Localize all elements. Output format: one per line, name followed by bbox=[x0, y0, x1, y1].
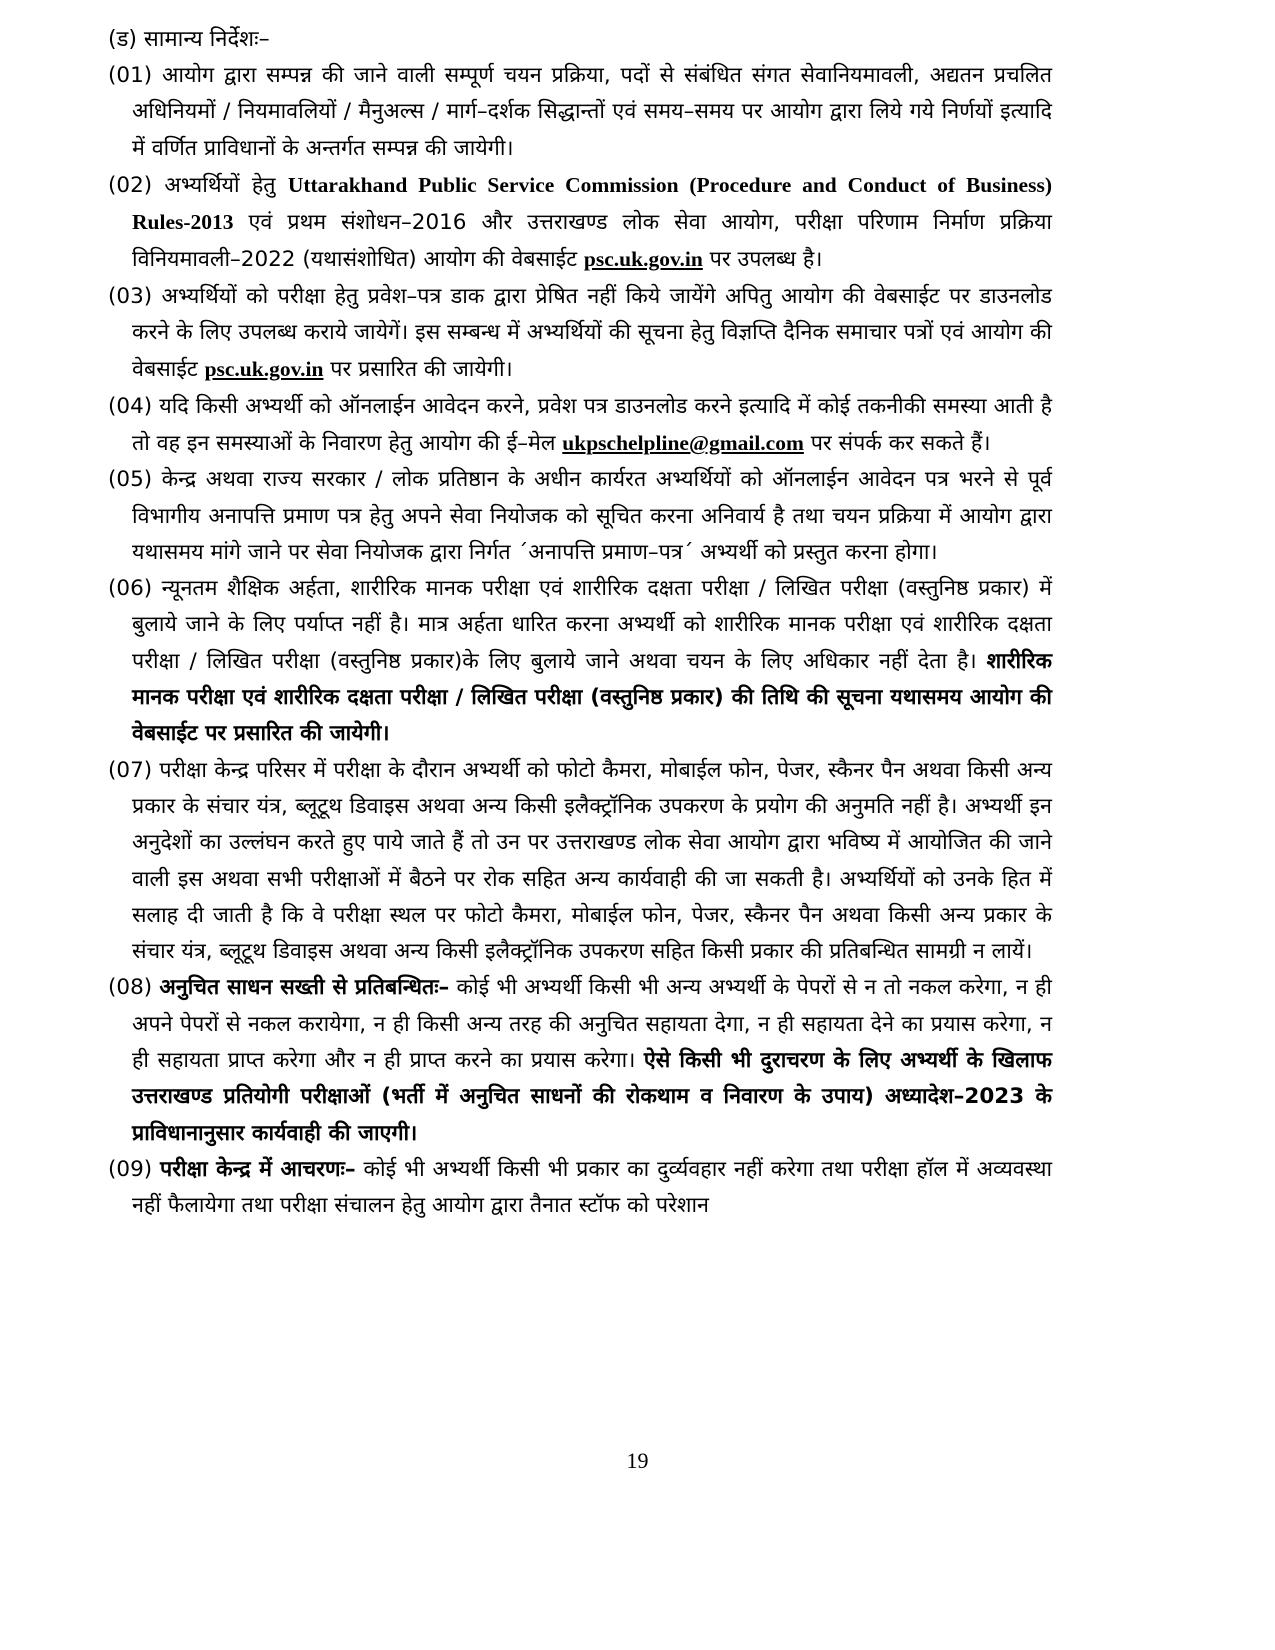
item-number: (05) bbox=[108, 467, 153, 493]
item-text: एवं प्रथम संशोधन–2016 और उत्तराखण्ड लोक सेवा आयोग, परीक्षा परिणाम निर्माण प्रक्रिया विनियमावली–2022 (यथासंशोधित) आयोग की वेबसाईट bbox=[132, 210, 1052, 273]
item-text: शारीरिक मानक परीक्षा एवं शारीरिक दक्षता परीक्षा / लिखित परीक्षा (वस्तुनिष्ठ प्रकार) की तिथि की सूचना यथासमय आयोग की वेबसाईट पर प्रसारित की जायेगी। bbox=[132, 648, 1052, 747]
item-text: केन्द्र अथवा राज्य सरकार / लोक प्रतिष्ठान के अधीन कार्यरत अभ्यर्थियों को ऑनलाईन आवेदन पत्र भरने से पूर्व विभागीय अनापत्ति प्रमाण पत्र हेतु अपने सेवा नियोजक को सूचित करना अनिवार्य है तथा चयन प्रक्रिया में आयोग द्वारा यथासमय मांगे जाने पर सेवा नियोजक द्वारा निर्गत ´अनापत्ति प्रमाण–पत्र´ अभ्यर्थी को प्रस्तुत करना होगा। bbox=[132, 467, 1052, 565]
item-number: (06) bbox=[108, 576, 153, 602]
instruction-item bbox=[108, 167, 1052, 279]
item-text: ऐसे किसी भी दुराचरण के लिए अभ्यर्थी के खिलाफ उत्तराखण्ड प्रतियोगी परीक्षाओं (भर्ती में अनुचित साधनों की रोकथाम व निवारण के उपाय) अध्यादेश–2023 के प्राविधानानुसार कार्यवाही की जाएगी। bbox=[132, 1048, 1052, 1146]
item-text: पर संपर्क कर सकते हैं। bbox=[803, 430, 991, 456]
item-text: पर उपलब्ध है। bbox=[702, 247, 823, 273]
item-text: अनुचित साधन सख्ती से प्रतिबन्धितः– bbox=[159, 975, 450, 1001]
item-text: न्यूनतम शैक्षिक अर्हता, शारीरिक मानक परीक्षा एवं शारीरिक दक्षता परीक्षा / लिखित परीक्षा (वस्तुनिष्ठ प्रकार) में बुलाये जाने के लिए पर्याप्त नहीं है। मात्र अर्हता धारित करना अभ्यर्थी को शारीरिक मानक परीक्षा एवं शारीरिक दक्षता परीक्षा / लिखित परीक्षा (वस्तुनिष्ठ प्रकार)के लिए बुलाये जाने अथवा चयन के लिए अधिकार नहीं देता है। bbox=[132, 576, 1052, 674]
link-text: psc.uk.gov.in bbox=[204, 357, 324, 382]
item-number: (01) bbox=[108, 63, 153, 88]
item-number: (04) bbox=[108, 393, 153, 419]
instruction-item bbox=[108, 462, 1052, 571]
instruction-item bbox=[108, 389, 1052, 463]
item-text: अभ्यर्थियों को परीक्षा हेतु प्रवेश–पत्र डाक द्वारा प्रेषित नहीं किये जायेंगे अपितु आयोग की वेबसाईट पर डाउनलोड करने के लिए उपलब्ध कराये जायेगें। इस सम्बन्ध में अभ्यर्थियों की सूचना हेतु विज्ञप्ति दैनिक समाचार पत्रों एवं आयोग की वेबसाईट bbox=[132, 283, 1052, 383]
page-number: 19 bbox=[626, 1448, 649, 1473]
section-heading: (ड) सामान्य निर्देशः– bbox=[108, 27, 270, 52]
instruction-item bbox=[108, 753, 1052, 971]
item-text: कोई भी अभ्यर्थी किसी भी अन्य अभ्यर्थी के पेपरों से न तो नकल करेगा, न ही अपने पेपरों से नकल करायेगा, न ही किसी अन्य तरह की अनुचित सहायता देगा, न ही सहायता देने का प्रयास करेगा, न ही सहायता प्राप्त करेगा और न ही प्राप्त करने का प्रयास करेगा। bbox=[132, 975, 1052, 1074]
link-text: ukpschelpline@gmail.com bbox=[562, 430, 804, 455]
document-page bbox=[108, 22, 1052, 1225]
item-number: (07) bbox=[108, 757, 153, 783]
item-text: यदि किसी अभ्यर्थी को ऑनलाईन आवेदन करने, प्रवेश पत्र डाउनलोड करने इत्यादि में कोई तकनीकी समस्या आती है तो वह इन समस्याओं के निवारण हेतु आयोग की ई–मेल bbox=[132, 393, 1052, 456]
item-text: आयोग द्वारा सम्पन्न की जाने वाली सम्पूर्ण चयन प्रक्रिया, पदों से संबंधित संगत सेवानियमावली, अद्यतन प्रचलित अधिनियमों / नियमावलियों / मैनुअल्स / मार्ग–दर्शक सिद्धान्तों एवं समय–समय पर आयोग द्वारा लिये गये निर्णयों इत्यादि में वर्णित प्राविधानों के अन्तर्गत सम्पन्न की जायेगी। bbox=[132, 63, 1052, 161]
instruction-item bbox=[108, 571, 1052, 752]
instruction-item bbox=[108, 970, 1052, 1151]
link-text: psc.uk.gov.in bbox=[583, 247, 703, 272]
item-text: अभ्यर्थियों हेतु bbox=[152, 172, 288, 198]
item-text: Uttarakhand Public Service Commission (Procedure and Conduct of Business) Rules-2013 bbox=[132, 172, 1052, 235]
item-text bbox=[152, 1157, 160, 1182]
item-text: कोई भी अभ्यर्थी किसी भी प्रकार का दुर्व्यवहार नहीं करेगा तथा परीक्षा हॉल में अव्यवस्था नहीं फैलायेगा तथा परीक्षा संचालन हेतु आयोग द्वारा तैनात स्टॉफ को परेशान bbox=[132, 1156, 1053, 1219]
instruction-item bbox=[108, 58, 1052, 167]
instruction-item bbox=[108, 1152, 1052, 1225]
item-number: (09) bbox=[108, 1156, 153, 1182]
item-number: (08) bbox=[108, 975, 153, 1001]
item-number: (02) bbox=[108, 172, 153, 198]
item-number: (03) bbox=[108, 283, 153, 309]
instruction-item bbox=[108, 279, 1052, 389]
item-text: परीक्षा केन्द्र परिसर में परीक्षा के दौरान अभ्यर्थी को फोटो कैमरा, मोबाईल फोन, पेजर, स्कैनर पैन अथवा किसी अन्य प्रकार के संचार यंत्र, ब्लूटूथ डिवाइस अथवा अन्य किसी इलैक्ट्रॉनिक उपकरण के प्रयोग की अनुमति नहीं है। अभ्यर्थी इन अनुदेशों का उल्लंघन करते हुए पाये जाते हैं तो उन पर उत्तराखण्ड लोक सेवा आयोग द्वारा भविष्य में आयोजित की जाने वाली इस अथवा सभी परीक्षाओं में बैठने पर रोक सहित अन्य कार्यवाही की जा सकती है। अभ्यर्थियों को उनके हित में सलाह दी जाती है कि वे परीक्षा स्थल पर फोटो कैमरा, मोबाईल फोन, पेजर, स्कैनर पैन अथवा किसी अन्य प्रकार के संचार यंत्र, ब्लूटूथ डिवाइस अथवा अन्य किसी इलैक्ट्रॉनिक उपकरण सहित किसी प्रकार की प्रतिबन्धित सामग्री न लायें। bbox=[132, 757, 1053, 965]
instruction-list bbox=[108, 58, 1052, 1225]
item-text: परीक्षा केन्द्र में आचरणः– bbox=[160, 1156, 356, 1182]
item-text: पर प्रसारित की जायेगी। bbox=[323, 357, 513, 383]
